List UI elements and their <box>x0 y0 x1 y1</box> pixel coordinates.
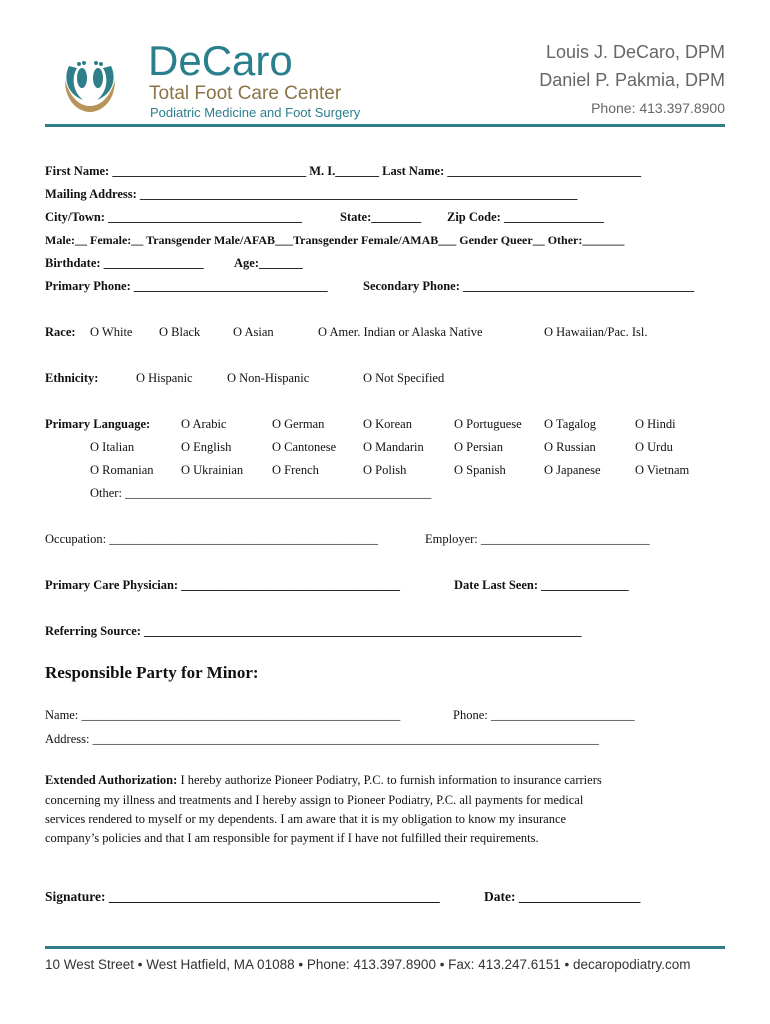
race-option-amer-indian[interactable]: O Amer. Indian or Alaska Native <box>318 325 483 339</box>
name-line: First Name: _______________________________ M. I._______ Last Name: _______________________________ <box>45 164 642 178</box>
birthdate-field: Birthdate: ________________ <box>45 256 204 270</box>
lang-spanish[interactable]: O Spanish <box>454 463 506 477</box>
race-option-white[interactable]: O White <box>90 325 133 339</box>
gender-field: Male:__ Female:__ Transgender Male/AFAB___Transgender Female/AMAB___ Gender Queer__ Other:_______ <box>45 233 625 247</box>
footer-address: 10 West Street • West Hatfield, MA 01088 • Phone: 413.397.8900 • Fax: 413.247.6151 • decaropodiatry.com <box>45 957 691 972</box>
header-divider <box>45 124 725 127</box>
ethnicity-option-non-hispanic[interactable]: O Non-Hispanic <box>227 371 310 385</box>
physician-field[interactable]: Primary Care Physician: ___________________________________ <box>45 578 400 592</box>
lang-vietnam[interactable]: O Vietnam <box>635 463 690 477</box>
authorization-line-2: concerning my illness and treatments and I hereby assign to Pioneer Podiatry, P.C. all payments for medical <box>45 793 584 807</box>
doctor-name-2: Daniel P. Pakmia, DPM <box>539 70 725 90</box>
lang-korean[interactable]: O Korean <box>363 417 412 431</box>
footer-divider <box>45 946 725 949</box>
occupation-field[interactable]: Occupation: ___________________________________________ <box>45 532 378 546</box>
secondary-phone-field: Secondary Phone: _____________________________________ <box>363 279 695 293</box>
authorization-line-4: company’s policies and that I am responsible for payment if I have not fulfilled their requirements. <box>45 831 539 845</box>
employer-field[interactable]: Employer: ___________________________ <box>425 532 650 546</box>
minor-address-field[interactable]: Address: _________________________________________________________________________________ <box>45 732 599 746</box>
doctor-name-1: Louis J. DeCaro, DPM <box>545 42 725 62</box>
authorization-label: Extended Authorization: <box>45 773 178 787</box>
brand-tagline: Podiatric Medicine and Foot Surgery <box>150 105 361 120</box>
brand-name: DeCaro <box>148 37 293 84</box>
lang-arabic[interactable]: O Arabic <box>181 417 227 431</box>
signature-field[interactable]: Signature: _________________________________________________ <box>45 889 440 904</box>
race-label: Race: <box>45 325 76 339</box>
authorization-text-1: I hereby authorize Pioneer Podiatry, P.C. to furnish information to insurance carriers <box>177 773 602 787</box>
authorization-line-3: services rendered to myself or my dependents. I am aware that it is my obligation to know my insurance <box>45 812 567 826</box>
lang-persian[interactable]: O Persian <box>454 440 503 454</box>
lang-italian[interactable]: O Italian <box>90 440 135 454</box>
lang-ukrainian[interactable]: O Ukrainian <box>181 463 244 477</box>
minor-name-field[interactable]: Name: ___________________________________________________ <box>45 708 401 722</box>
brand-subtitle: Total Foot Care Center <box>149 83 342 104</box>
minor-heading: Responsible Party for Minor: <box>45 663 259 682</box>
authorization-line-1 <box>45 773 602 788</box>
language-other-field[interactable]: Other: _________________________________________________ <box>90 486 432 500</box>
lang-russian[interactable]: O Russian <box>544 440 596 454</box>
lang-tagalog[interactable]: O Tagalog <box>544 417 597 431</box>
logo <box>55 48 125 118</box>
city-field: City/Town: _______________________________ <box>45 210 302 224</box>
race-option-asian[interactable]: O Asian <box>233 325 274 339</box>
lang-french[interactable]: O French <box>272 463 319 477</box>
lang-cantonese[interactable]: O Cantonese <box>272 440 337 454</box>
referring-source-field[interactable]: Referring Source: ______________________________________________________________________ <box>45 624 582 638</box>
zip-field: Zip Code: ________________ <box>447 210 604 224</box>
date-last-seen-field[interactable]: Date Last Seen: ______________ <box>454 578 629 592</box>
lang-portuguese[interactable]: O Portuguese <box>454 417 522 431</box>
ethnicity-option-not-specified[interactable]: O Not Specified <box>363 371 445 385</box>
lang-mandarin[interactable]: O Mandarin <box>363 440 424 454</box>
race-option-black[interactable]: O Black <box>159 325 201 339</box>
header-phone: Phone: 413.397.8900 <box>591 100 725 116</box>
lang-polish[interactable]: O Polish <box>363 463 407 477</box>
lang-romanian[interactable]: O Romanian <box>90 463 154 477</box>
language-label: Primary Language: <box>45 417 151 431</box>
lang-japanese[interactable]: O Japanese <box>544 463 601 477</box>
minor-phone-field[interactable]: Phone: _______________________ <box>453 708 635 722</box>
ethnicity-option-hispanic[interactable]: O Hispanic <box>136 371 193 385</box>
lang-urdu[interactable]: O Urdu <box>635 440 673 454</box>
signature-date-field[interactable]: Date: __________________ <box>484 889 641 904</box>
mailing-address-field: Mailing Address: ______________________________________________________________________ <box>45 187 578 201</box>
lang-english[interactable]: O English <box>181 440 232 454</box>
age-field: Age:_______ <box>234 256 303 270</box>
primary-phone-field: Primary Phone: _______________________________ <box>45 279 328 293</box>
ethnicity-label: Ethnicity: <box>45 371 99 385</box>
race-option-hawaiian[interactable]: O Hawaiian/Pac. Isl. <box>544 325 648 339</box>
lang-hindi[interactable]: O Hindi <box>635 417 676 431</box>
feet-logo-icon <box>55 48 125 118</box>
lang-german[interactable]: O German <box>272 417 325 431</box>
state-field: State:________ <box>340 210 422 224</box>
